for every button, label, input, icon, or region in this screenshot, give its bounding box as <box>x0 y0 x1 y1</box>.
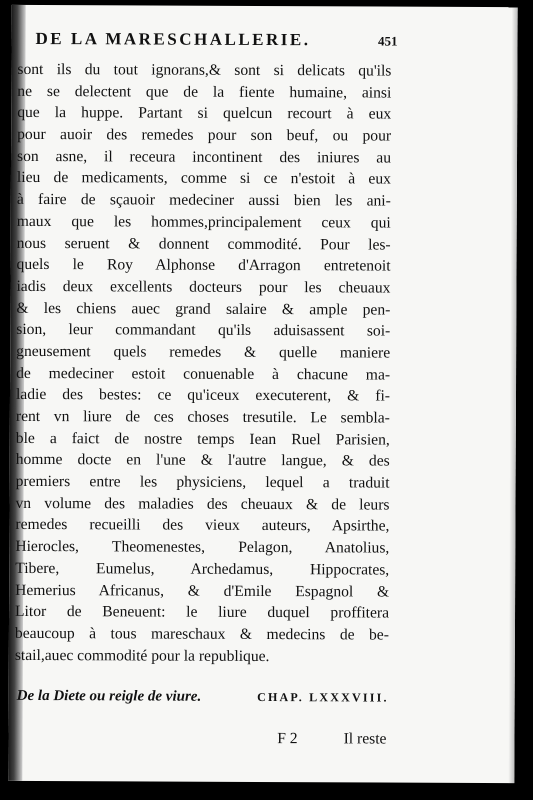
page-number: 451 <box>378 33 398 49</box>
text-line: que la huppe. Partant si quelcun recourt à eux <box>17 104 392 123</box>
chapter-heading <box>17 688 389 707</box>
chapter-number: CHAP. LXXXVIII. <box>257 690 389 705</box>
text-line: rent vn liure de ces choses tresutile. Le sembla- <box>15 407 390 427</box>
page-header <box>35 29 398 59</box>
text-line: beaucoup à tous mareschaux & medecins de be- <box>14 624 389 644</box>
text-line: premiers entre les physiciens, lequel a traduit <box>15 472 390 492</box>
text-line: ne se delectent que de la fiente humaine, ainsi <box>17 82 392 102</box>
text-line: ble a faict de nostre temps Iean Ruel Parisien, <box>15 429 390 449</box>
text-line: iadis deux excellents docteurs pour les cheuaux <box>16 277 391 297</box>
text-line: maux que les hommes,principalement ceux qui <box>16 212 391 232</box>
text-line: nous seruent & donnent commodité. Pour les- <box>16 234 391 254</box>
text-line: & les chiens auec grand salaire & ample pen- <box>16 299 391 319</box>
page-edge-shadow <box>508 7 517 783</box>
text-line: quels le Roy Alphonse d'Arragon entretenoit <box>16 256 391 275</box>
text-line: sion, leur commandant qu'ils aduisassent soi- <box>16 321 391 340</box>
text-line: sont ils du tout ignorans,& sont si delicats qu'ils <box>17 60 392 80</box>
text-line: Hemerius Africanus, & d'Emile Espagnol & <box>15 581 390 601</box>
text-line: vn volume des maladies des cheuaux & de leurs <box>15 494 390 514</box>
text-line: pour auoir des remedes pour son beuf, ou pour <box>17 125 392 145</box>
text-block <box>14 29 398 749</box>
text-line: à faire de sçauoir medeciner aussi bien les ani- <box>16 191 391 210</box>
text-line: stail,auec commodité pour la republique. <box>14 646 270 665</box>
chapter-title: De la Diete ou reigle de viure. <box>16 688 202 705</box>
text-line: lieu de medicaments, comme si ce n'estoit à eux <box>16 169 391 188</box>
text-line: son asne, il receura incontinent des iniures au <box>16 147 392 167</box>
text-line: gneusement quels remedes & quelle maniere <box>16 342 391 362</box>
body-text <box>15 59 392 668</box>
book-page <box>8 5 517 783</box>
catchword: Il reste <box>343 730 387 748</box>
text-line: homme docte en l'une & l'autre langue, & des <box>15 451 390 470</box>
signature-mark: F 2 <box>277 730 298 748</box>
text-line: remedes recueilli des vieux auteurs, Apsirthe, <box>15 516 390 535</box>
running-head: DE LA MARESCHALLERIE. <box>35 29 311 50</box>
text-line: de medeciner estoit conuenable à chacune ma- <box>16 364 391 384</box>
page-footer <box>14 729 388 749</box>
text-line: Hierocles, Theomenestes, Pelagon, Anatolius, <box>15 538 390 557</box>
text-line: ladie des bestes: ce qu'iceux executerent, & fi- <box>15 386 391 405</box>
text-line: Tibere, Eumelus, Archedamus, Hippocrates, <box>15 559 390 579</box>
text-line: Litor de Beneuent: le liure duquel proffitera <box>15 603 390 622</box>
